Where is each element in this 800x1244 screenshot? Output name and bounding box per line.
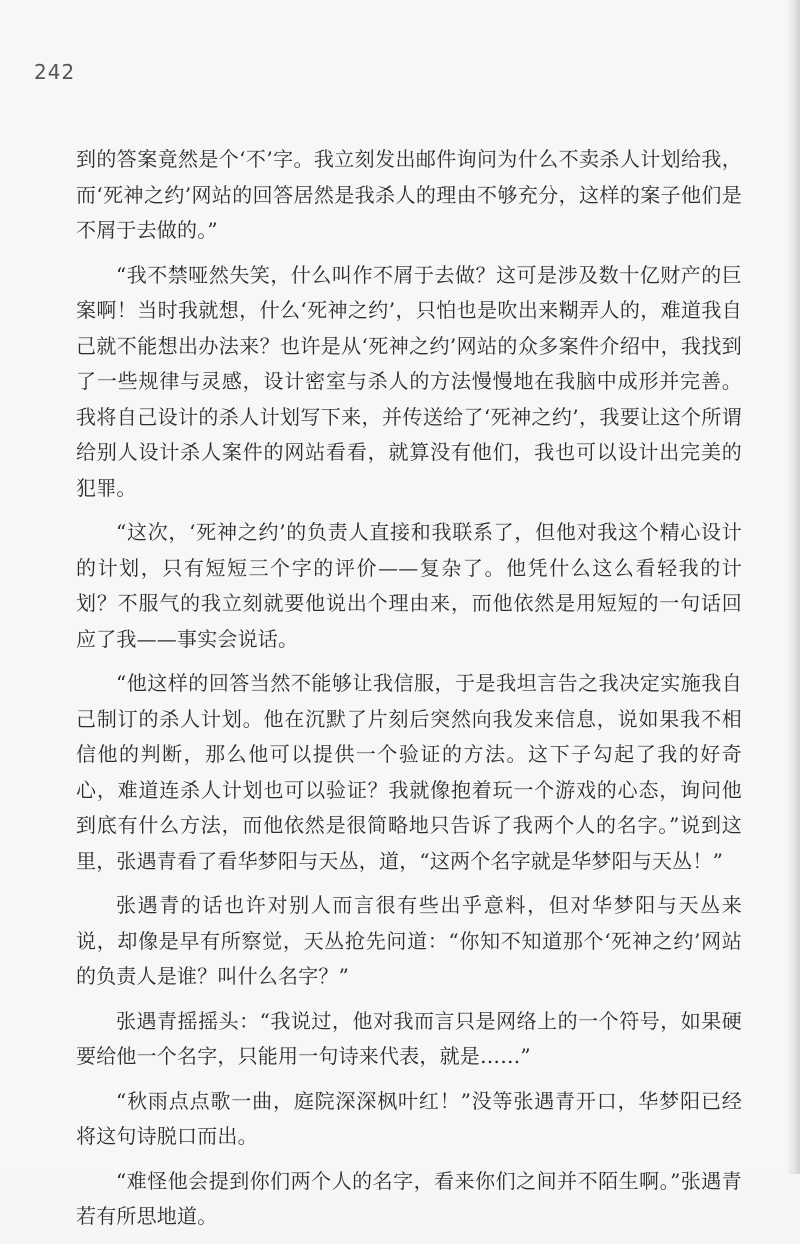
paragraph-6: 张遇青摇摇头：“我说过，他对我而言只是网络上的一个符号，如果硬要给他一个名字，只能用一句诗来代表，就是……” bbox=[76, 1008, 742, 1068]
paragraph-5: 张遇青的话也许对别人而言很有些出乎意料，但对华梦阳与天丛来说，却像是早有所察觉，天丛抢先问道：“你知不知道那个‘死神之约’网站的负责人是谁？叫什么名字？” bbox=[76, 893, 742, 988]
paragraph-7: “秋雨点点歌一曲，庭院深深枫叶红！”没等张遇青开口，华梦阳已经将这句诗脱口而出。 bbox=[76, 1088, 742, 1148]
paragraph-4: “他这样的回答当然不能够让我信服，于是我坦言告之我决定实施我自己制订的杀人计划。他在沉默了片刻后突然向我发来信息，说如果我不相信他的判断，那么他可以提供一个验证的方法。这下子勾起了我的好奇心，难道连杀人计划也可以验证？我就像抱着玩一个游戏的心态，询问他到底有什么方法，而他依然是很简略地只告诉了我两个人的名字。”说到这里，张遇青看了看华梦阳与天丛，道，“这两个名字就是华梦阳与天丛！” bbox=[76, 671, 742, 873]
body-text bbox=[76, 142, 742, 1244]
paragraph-3: “这次，‘死神之约’的负责人直接和我联系了，但他对我这个精心设计的计划，只有短短三个字的评价——复杂了。他凭什么这么看轻我的计划？不服气的我立刻就要他说出个理由来，而他依然是用短短的一句话回应了我——事实会说话。 bbox=[76, 520, 742, 651]
paragraph-1: 到的答案竟然是个‘不’字。我立刻发出邮件询问为什么不卖杀人计划给我，而‘死神之约’网站的回答居然是我杀人的理由不够充分，这样的案子他们是不屑于去做的。” bbox=[76, 147, 742, 242]
paragraph-8: “难怪他会提到你们两个人的名字，看来你们之间并不陌生啊。”张遇青若有所思地道。 bbox=[76, 1168, 742, 1228]
paragraph-2: “我不禁哑然失笑，什么叫作不屑于去做？这可是涉及数十亿财产的巨案啊！当时我就想，什么‘死神之约’，只怕也是吹出来糊弄人的，难道我自己就不能想出办法来？也许是从‘死神之约’网站的众多案件介绍中，我找到了一些规律与灵感，设计密室与杀人的方法慢慢地在我脑中成形并完善。我将自己设计的杀人计划写下来，并传送给了‘死神之约’，我要让这个所谓给别人设计杀人案件的网站看看，就算没有他们，我也可以设计出完美的犯罪。 bbox=[76, 262, 742, 500]
page-number: 242 bbox=[34, 60, 76, 84]
